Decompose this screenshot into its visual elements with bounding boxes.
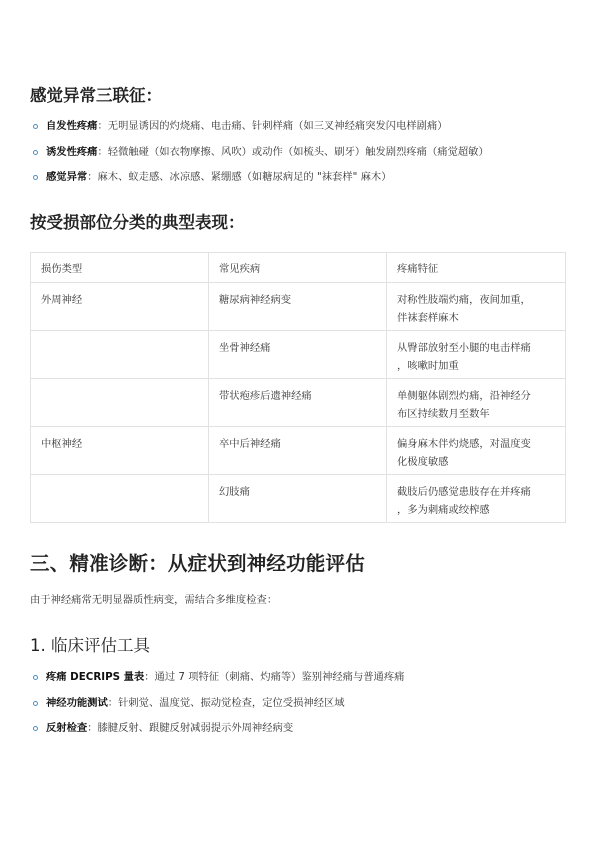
item-term: 感觉异常 xyxy=(46,171,88,183)
item-term: 反射检查 xyxy=(46,722,88,734)
bullet-icon xyxy=(33,175,38,180)
item-separator: ： xyxy=(97,120,108,132)
section-heading-precise-diagnosis: 三、精准诊断：从症状到神经功能评估 xyxy=(30,552,365,575)
list-item xyxy=(30,146,489,159)
table-row xyxy=(31,475,566,523)
sensory-triad-list xyxy=(30,120,489,184)
cell-feature xyxy=(387,427,566,475)
list-item xyxy=(30,671,404,684)
bullet-icon xyxy=(33,726,38,731)
feature-line: 偏身麻木伴灼烧感，对温度变 xyxy=(397,438,531,450)
table-row xyxy=(31,379,566,427)
bullet-icon xyxy=(33,701,38,706)
item-separator: ： xyxy=(107,696,119,709)
cell-feature xyxy=(387,475,566,523)
list-item xyxy=(30,120,489,133)
item-text: 膝腱反射、跟腱反射减弱提示外周神经病变 xyxy=(97,722,294,734)
cell-disease: 糖尿病神经病变 xyxy=(209,283,387,331)
clinical-tools-list xyxy=(30,671,404,735)
cell-injury-type: 外周神经 xyxy=(31,283,209,331)
column-header-injury-type: 损伤类型 xyxy=(31,253,209,283)
table-row xyxy=(31,283,566,331)
cell-disease: 带状疱疹后遗神经痛 xyxy=(209,379,387,427)
cell-disease: 卒中后神经痛 xyxy=(209,427,387,475)
section-heading-typical-manifestations: 按受损部位分类的典型表现： xyxy=(30,213,245,232)
subheading-clinical-tools: 1. 临床评估工具 xyxy=(30,636,150,655)
column-header-common-disease: 常见疾病 xyxy=(209,253,387,283)
feature-line: ，多为刺痛或绞榨感 xyxy=(397,503,490,516)
cell-disease: 幻肢痛 xyxy=(209,475,387,523)
item-text: 麻木、蚁走感、冰凉感、紧绷感（如糖尿病足的 "袜套样" 麻木） xyxy=(97,171,392,183)
feature-line: 从臀部放射至小腿的电击样痛 xyxy=(397,342,531,354)
item-text: 无明显诱因的灼烧痛、电击痛、针刺样痛（如三叉神经痛突发闪电样剧痛） xyxy=(107,120,448,132)
table-header-row xyxy=(31,253,566,283)
cell-feature xyxy=(387,283,566,331)
item-text: 针刺觉、温度觉、振动觉检查，定位受损神经区域 xyxy=(118,696,345,709)
column-header-pain-feature: 疼痛特征 xyxy=(387,253,566,283)
feature-line: ，咳嗽时加重 xyxy=(397,359,459,372)
list-item xyxy=(30,722,404,735)
feature-line: 布区持续数月至数年 xyxy=(397,407,490,420)
item-separator: ： xyxy=(97,145,108,158)
feature-line: 对称性肢端灼痛，夜间加重， xyxy=(397,294,531,306)
item-separator: ： xyxy=(144,671,155,683)
feature-line: 伴袜套样麻木 xyxy=(397,311,459,324)
item-separator: ： xyxy=(87,171,98,183)
cell-injury-type xyxy=(31,379,209,427)
table-row xyxy=(31,331,566,379)
list-item xyxy=(30,171,489,184)
item-term: 诱发性疼痛 xyxy=(46,145,98,158)
bullet-icon xyxy=(33,124,38,129)
feature-line: 单侧躯体剧烈灼痛，沿神经分 xyxy=(397,390,531,402)
item-term: 疼痛 DECRIPS 量表 xyxy=(46,671,145,683)
cell-feature xyxy=(387,331,566,379)
feature-line: 化极度敏感 xyxy=(397,455,449,468)
item-term: 自发性疼痛 xyxy=(46,120,98,132)
item-text: 轻微触碰（如衣物摩擦、风吹）或动作（如梳头、刷牙）触发剧烈疼痛（痛觉超敏） xyxy=(107,145,489,158)
cell-feature xyxy=(387,379,566,427)
cell-injury-type xyxy=(31,331,209,379)
bullet-icon xyxy=(33,675,38,680)
cell-injury-type: 中枢神经 xyxy=(31,427,209,475)
item-text: 通过 7 项特征（刺痛、灼痛等）鉴别神经痛与普通疼痛 xyxy=(154,671,405,683)
bullet-icon xyxy=(33,150,38,155)
item-term: 神经功能测试 xyxy=(46,696,108,709)
cell-disease: 坐骨神经痛 xyxy=(209,331,387,379)
item-separator: ： xyxy=(87,722,98,734)
list-item xyxy=(30,697,404,710)
section-heading-sensory-triad: 感觉异常三联征： xyxy=(30,86,162,105)
feature-line: 截肢后仍感觉患肢存在并疼痛 xyxy=(397,486,531,498)
manifestations-table xyxy=(30,252,566,523)
diagnosis-intro-paragraph: 由于神经痛常无明显器质性病变，需结合多维度检查： xyxy=(30,594,278,606)
cell-injury-type xyxy=(31,475,209,523)
table-row xyxy=(31,427,566,475)
